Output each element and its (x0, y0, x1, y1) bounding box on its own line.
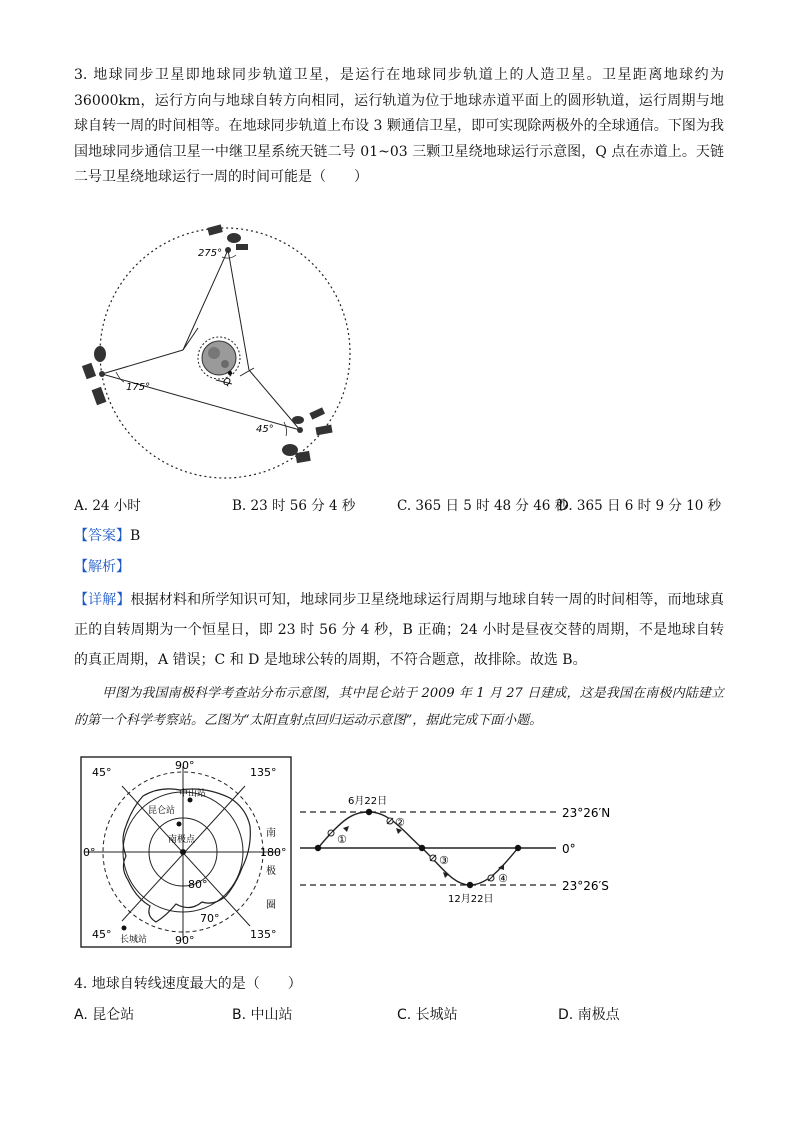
south-pole-label: 南极点 (168, 835, 196, 845)
angle-label-45: 45° (256, 424, 274, 435)
question-4-stem: 4. 地球自转线速度最大的是（ ） (74, 976, 302, 992)
question-3-stem: 3. 地球同步卫星即地球同步轨道卫星，是运行在地球同步轨道上的人造卫星。卫星距离地球约为36000km，运行方向与地球自转方向相同，运行轨道为位于地球赤道平面上的圆形轨道，运行周期与地球自转一周的时间相等。在地球同步轨道上布设 3 颗通信卫星，即可实现除两极外的全球通信。下图为我国地球同步通信卫星一中继卫星系统天链二号 01~03 三颗卫星绕地球运行示意图，Q 点在赤道上。天链二号卫星绕地球运行一周的时间可能是（ ） (74, 67, 724, 185)
option-a[interactable]: A. 24 小时 (74, 498, 141, 514)
marker-3: ③ (439, 854, 449, 867)
antarctic-circle-label-1: 南 (266, 828, 276, 839)
earth-icon (198, 337, 240, 379)
tropic-capricorn-label: 23°26′S (562, 879, 609, 893)
zhongshan-label: 中山站 (179, 789, 207, 799)
detail-paragraph (74, 585, 724, 675)
angle-label-175: 175° (126, 382, 151, 393)
angle-label-275: 275° (198, 248, 223, 259)
deg-90-top: 90° (175, 759, 195, 772)
marker-4: ④ (498, 872, 508, 885)
tangent-lines (102, 250, 300, 430)
satellite-icon-bottom (282, 407, 333, 463)
q-label: Q (223, 377, 231, 388)
deg-135-bottom-right: 135° (250, 928, 277, 941)
q4-option-c[interactable]: C. 长城站 (397, 1007, 458, 1023)
antarctic-circle-label-3: 圈 (266, 900, 276, 911)
q-point (228, 371, 232, 375)
changcheng-label: 长城站 (120, 935, 148, 945)
antarctic-circle-label-2: 极 (266, 866, 276, 877)
satellite-orbit-figure (80, 222, 370, 484)
deg-90-bottom: 90° (175, 934, 195, 947)
tropic-cancer-label: 23°26′N (562, 806, 611, 820)
marker-2: ② (395, 816, 405, 829)
option-c[interactable]: C. 365 日 5 时 48 分 46 秒 (397, 498, 569, 514)
equator-label: 0° (562, 842, 576, 856)
kunlun-dot (177, 822, 182, 827)
option-b[interactable]: B. 23 时 56 分 4 秒 (232, 498, 356, 514)
changcheng-dot (122, 926, 127, 931)
december-solstice-label: 12月22日 (448, 894, 494, 905)
q4-option-b[interactable]: B. 中山站 (232, 1007, 293, 1023)
lat-70: 70° (200, 912, 220, 925)
south-pole-dot (180, 849, 186, 855)
deg-45-top-left: 45° (92, 766, 112, 779)
deg-0: 0° (83, 846, 96, 859)
marker-1: ① (337, 833, 347, 846)
answer-tag: 【答案】 (74, 528, 130, 544)
intro-paragraph: 甲图为我国南极科学考查站分布示意图，其中昆仑站于 2009 年 1 月 27 日建成，这是我国在南极内陆建立的第一个科学考察站。乙图为“太阳直射点回归运动示意图”，据此完成下面小题。 (74, 686, 724, 728)
answer-value: B (130, 528, 141, 544)
analysis-tag: 【解析】 (74, 559, 130, 575)
option-d[interactable]: D. 365 日 6 时 9 分 10 秒 (558, 498, 722, 514)
deg-180: 180° (260, 846, 287, 859)
june-solstice-label: 6月22日 (348, 796, 388, 807)
detail-tag: 【详解】 (74, 592, 131, 608)
satellite-icon-left (82, 346, 107, 405)
q4-option-a[interactable]: A. 昆仑站 (74, 1007, 135, 1023)
deg-45-bottom-left: 45° (92, 928, 112, 941)
q4-option-d[interactable]: D. 南极点 (558, 1007, 620, 1023)
antarctica-map (80, 756, 292, 948)
deg-135-top-right: 135° (250, 766, 277, 779)
lat-80: 80° (188, 878, 208, 891)
answer-line (74, 525, 140, 545)
sun-migration-diagram (298, 786, 628, 910)
kunlun-label: 昆仑站 (148, 806, 176, 816)
detail-text: 根据材料和所学知识可知，地球同步卫星绕地球运行周期与地球自转一周的时间相等，而地球真正的自转周期为一个恒星日，即 23 时 56 分 4 秒，B 正确；24 小时是昼夜交替的周期，不是地球自转的真正周期，A 错误；C 和 D 是地球公转的周期，不符合题意，故排除。故选 B。 (74, 592, 725, 668)
